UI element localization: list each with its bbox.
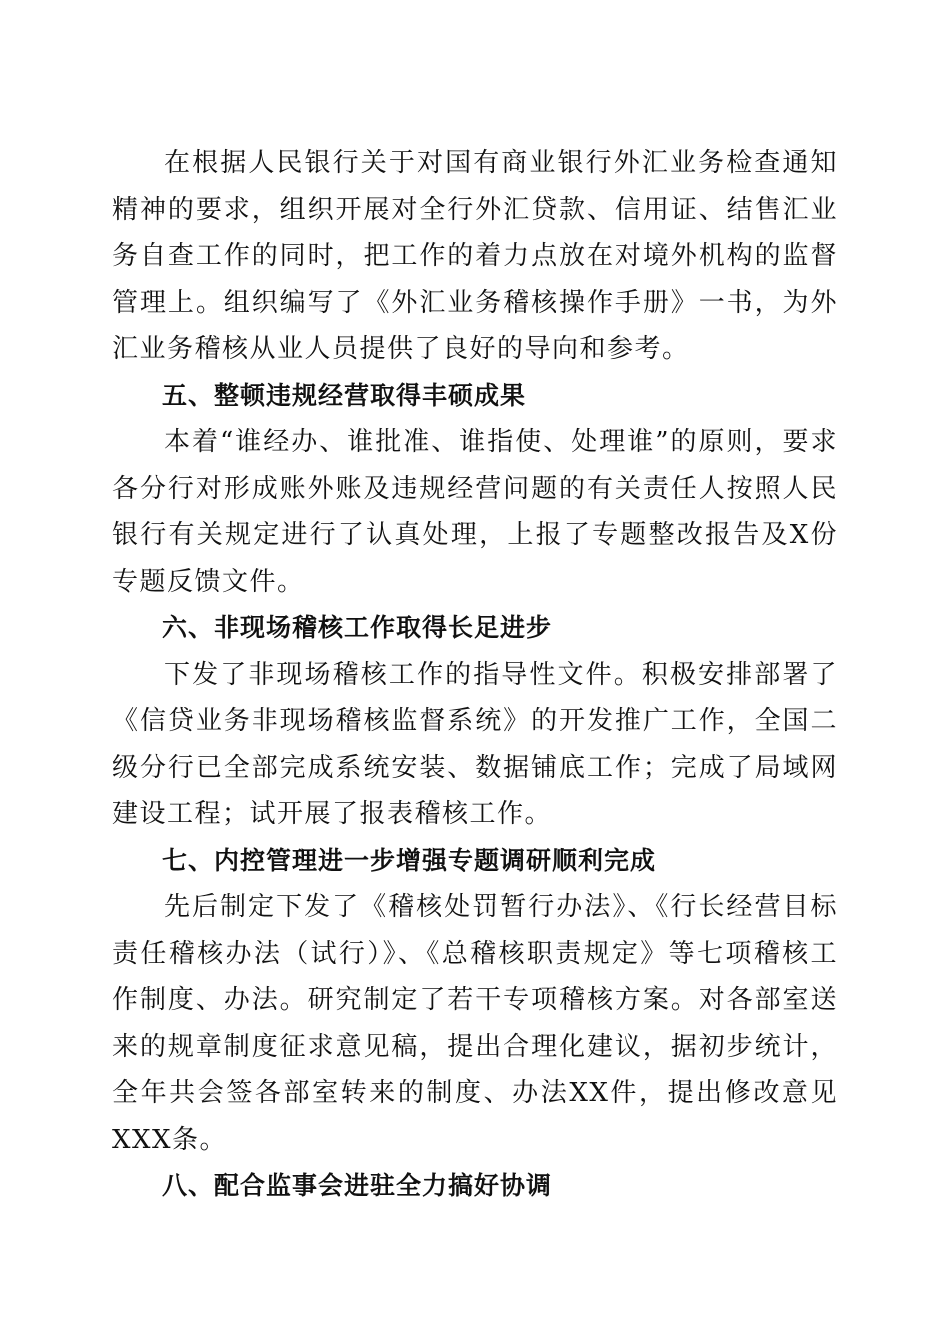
heading-section-6: 六、非现场稽核工作取得长足进步 (162, 613, 553, 642)
heading-section-8: 八、配合监事会进驻全力搞好协调 (162, 1171, 553, 1200)
paragraph-offsite-audit: 下发了非现场稽核工作的指导性文件。积极安排部署了《信贷业务非现场稽核监督系统》的开发推广工作，全国二级分行已全部完成系统安装、数据铺底工作；完成了局域网建设工程；试开展了报表稽核工作。 (112, 659, 838, 829)
paragraph-foreign-exchange-audit: 在根据人民银行关于对国有商业银行外汇业务检查通知精神的要求，组织开展对全行外汇贷款、信用证、结售汇业务自查工作的同时，把工作的着力点放在对境外机构的监督管理上。组织编写了《外汇业务稽核操作手册》一书，为外汇业务稽核从业人员提供了良好的导向和参考。 (112, 148, 838, 364)
paragraph-internal-control: 先后制定下发了《稽核处罚暂行办法》、《行长经营目标责任稽核办法（试行）》、《总稽核职责规定》等七项稽核工作制度、办法。研究制定了若干专项稽核方案。对各部室送来的规章制度征求意见稿，提出合理化建议，据初步统计，全年共会签各部室转来的制度、办法XX件，提出修改意见XXX条。 (112, 892, 838, 1155)
paragraph-violation-rectification: 本着“谁经办、谁批准、谁指使、处理谁”的原则，要求各分行对形成账外账及违规经营问题的有关责任人按照人民银行有关规定进行了认真处理，上报了专题整改报告及X份专题反馈文件。 (112, 427, 838, 597)
document-body (112, 140, 838, 1210)
heading-section-7: 七、内控管理进一步增强专题调研顺利完成 (162, 845, 657, 875)
heading-section-5: 五、整顿违规经营取得丰硕成果 (162, 380, 527, 410)
